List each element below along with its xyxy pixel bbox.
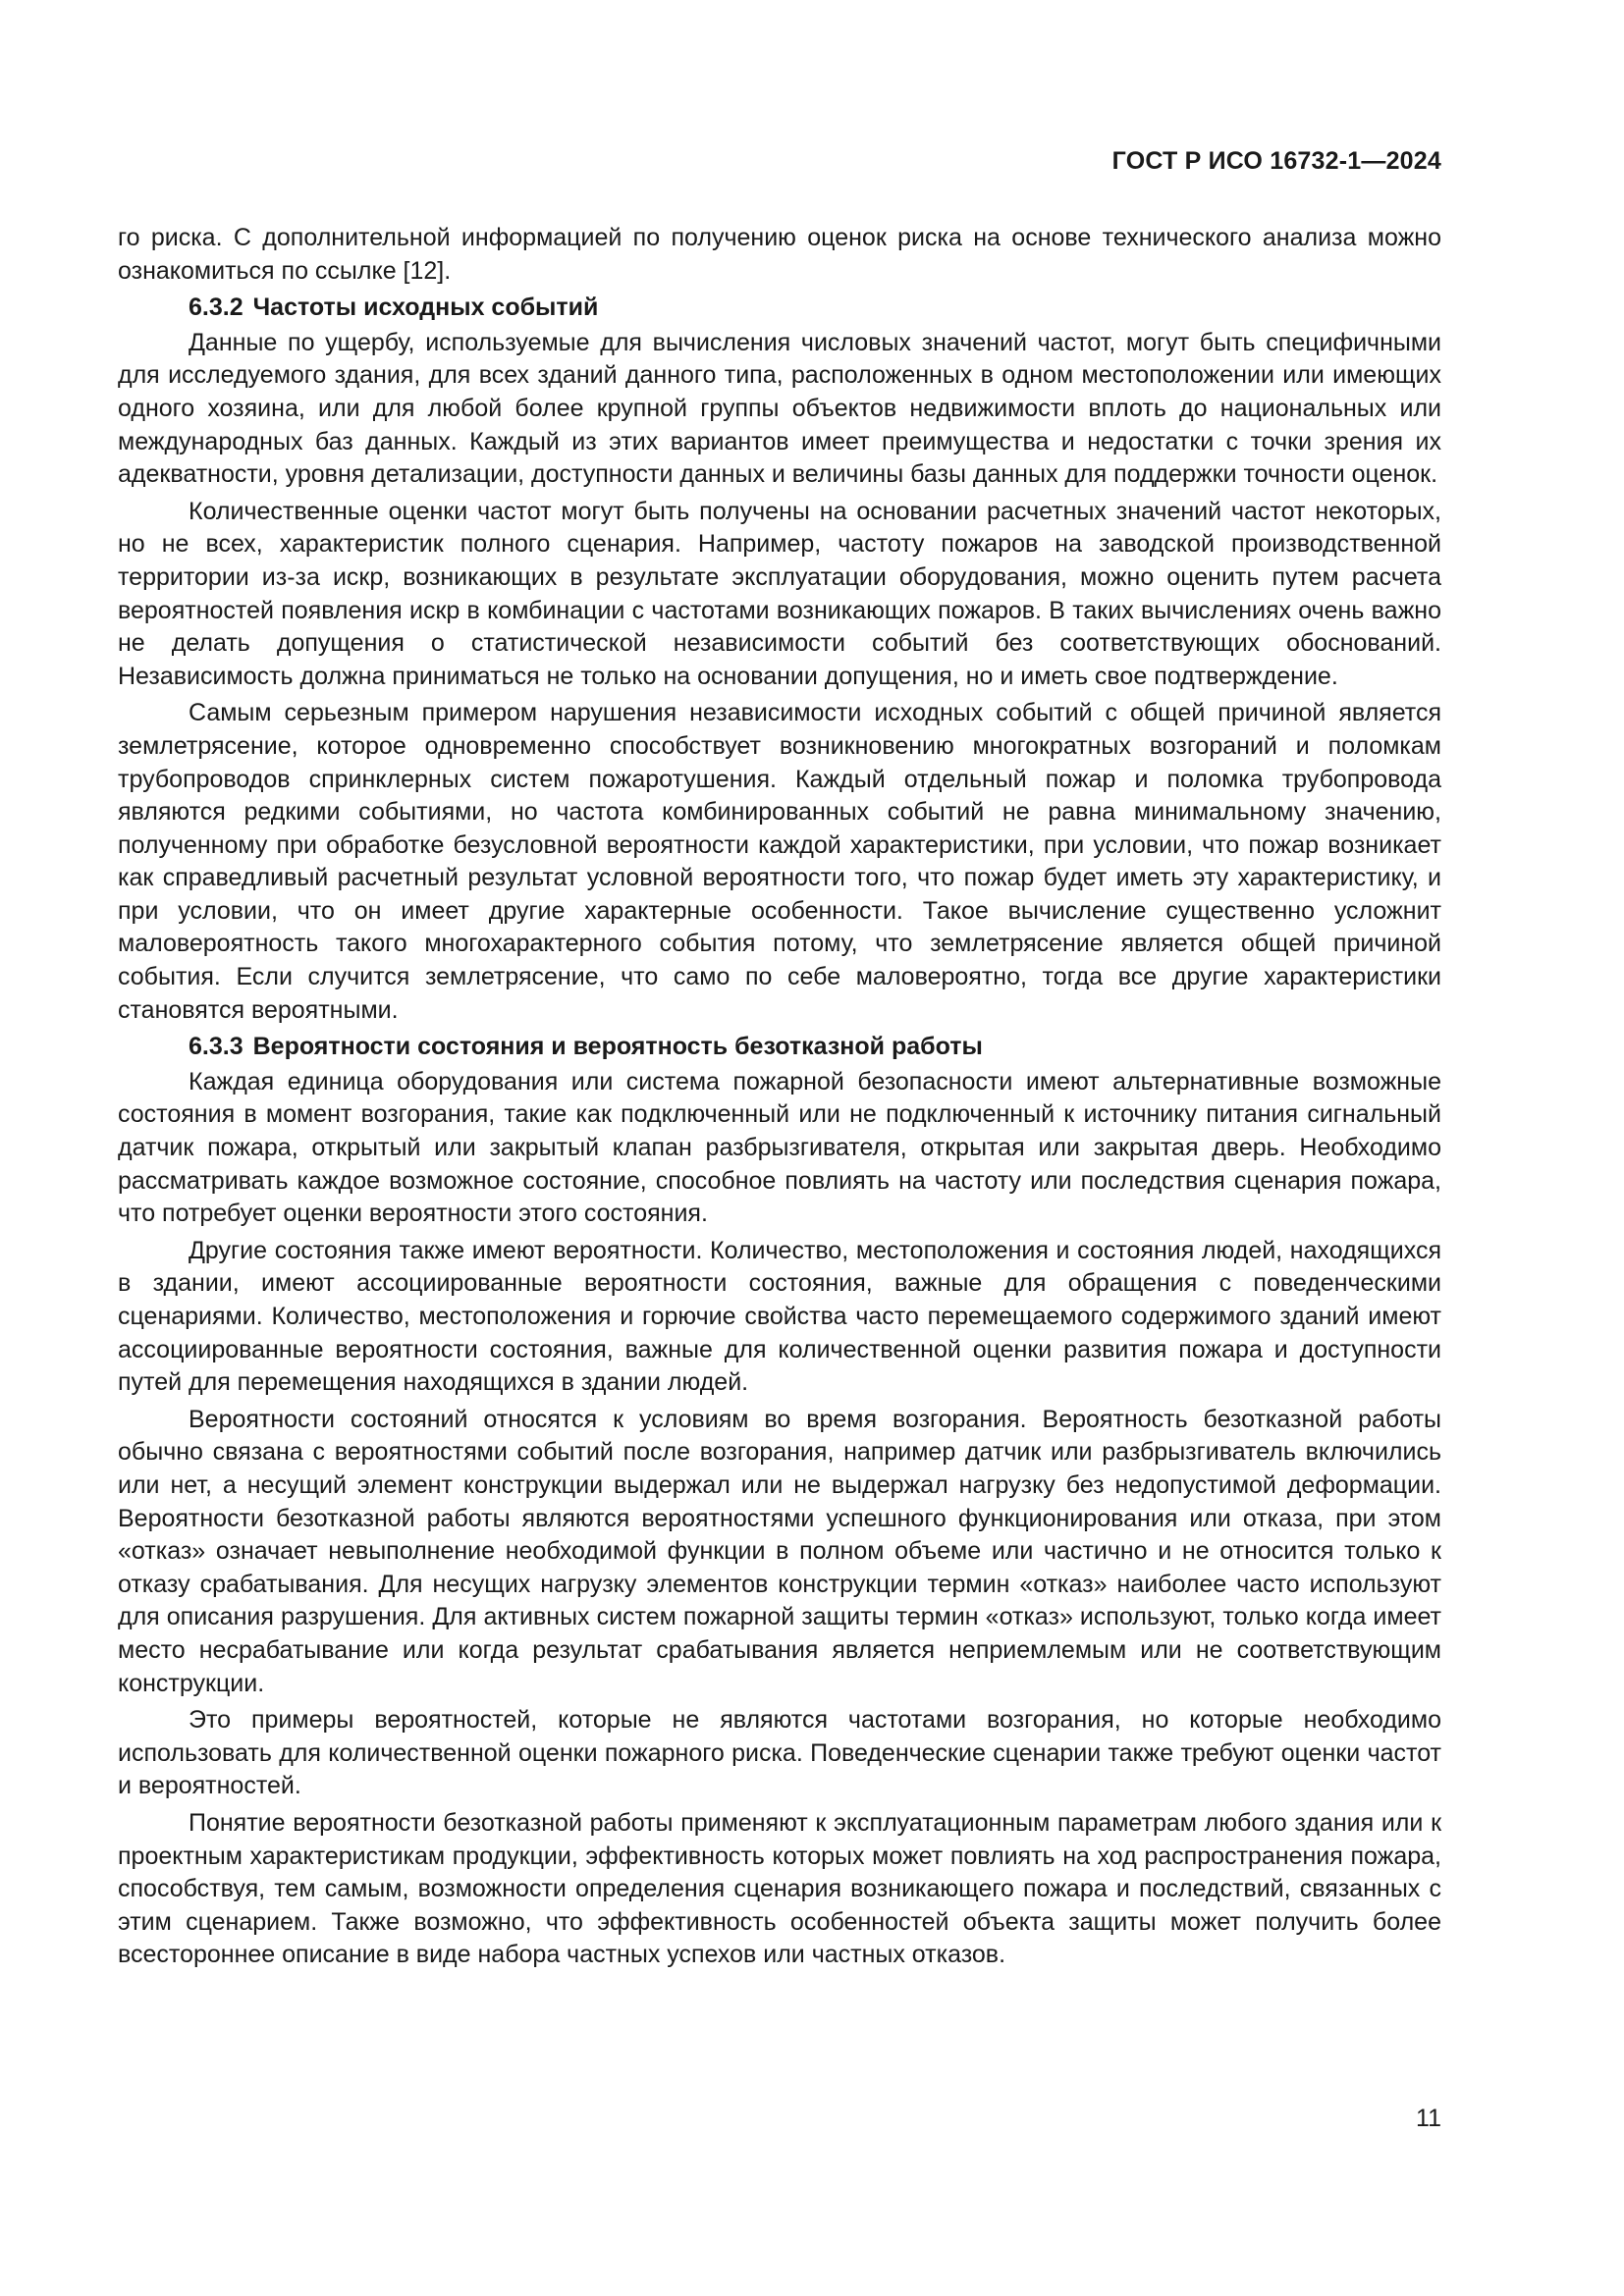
- section-number: 6.3.2: [189, 294, 244, 322]
- body-paragraph: Это примеры вероятностей, которые не являются частотами возгорания, но которые необходимо использовать для количественной оценки пожарного риска. Поведенческие сценарии также требуют оценки частот и вероятностей.: [118, 1706, 1441, 1800]
- body-paragraph: Вероятности состояний относятся к условиям во время возгорания. Вероятность безотказной работы обычно связана с вероятностями событий после возгорания, например датчик или разбрызгиватель включились или нет, а несущий элемент конструкции выдержал или не выдержал нагрузку без недопустимой деформации. Вероятности безотказной работы являются вероятностями успешного функционирования или отказа, при этом «отказ» означает невыполнение необходимой функции в полном объеме или частично и не относится только к отказу срабатывания. Для несущих нагрузку элементов конструкции термин «отказ» наиболее часто используют для описания разрушения. Для активных систем пожарной защиты термин «отказ» используют, только когда имеет место несрабатывание или когда результат срабатывания является неприемлемым или не соответствующим конструкции.: [118, 1405, 1441, 1697]
- intro-paragraph: го риска. С дополнительной информацией по получению оценок риска на основе технического анализа можно ознакомиться по ссылке [12].: [118, 224, 1441, 285]
- document-standard-code: ГОСТ Р ИСО 16732-1—2024: [1111, 147, 1441, 175]
- page-number: 11: [1416, 2105, 1441, 2132]
- body-paragraph: Количественные оценки частот могут быть получены на основании расчетных значений частот некоторых, но не всех, характеристик полного сценария. Например, частоту пожаров на заводской производственной территории из-за искр, возникающих в результате эксплуатации оборудования, можно оценить путем расчета вероятностей появления искр в комбинации с частотами возникающих пожаров. В таких вычислениях очень важно не делать допущения о статистической независимости событий без соответствующих обоснований. Независимость должна приниматься не только на основании допущения, но и иметь свое подтверждение.: [118, 497, 1441, 690]
- body-paragraph: Самым серьезным примером нарушения независимости исходных событий с общей причиной является землетрясение, которое одновременно способствует возникновению многократных возгораний и поломкам трубопроводов спринклерных систем пожаротушения. Каждый отдельный пожар и поломка трубопровода являются редкими событиями, но частота комбинированных событий не равна минимальному значению, полученному при обработке безусловной вероятности каждой характеристики, при условии, что пожар возникает как справедливый расчетный результат условной вероятности того, что пожар будет иметь эту характеристику, и при условии, что он имеет другие характерные особенности. Такое вычисление существенно усложнит маловероятность такого многохарактерного события потому, что землетрясение является общей причиной события. Если случится землетрясение, что само по себе маловероятно, тогда все другие характеристики становятся вероятными.: [118, 699, 1441, 1024]
- section-title: Вероятности состояния и вероятность безотказной работы: [252, 1033, 983, 1061]
- section-title: Частоты исходных событий: [252, 294, 599, 322]
- section-heading-6-3-3: [118, 1031, 1441, 1064]
- section-heading-6-3-2: [118, 292, 1441, 325]
- body-paragraph: Понятие вероятности безотказной работы применяют к эксплуатационным параметрам любого здания или к проектным характеристикам продукции, эффективность которых может повлиять на ход распространения пожара, способствуя, тем самым, возможности определения сценария возникающего пожара и последствий, связанных с этим сценарием. Также возможно, что эффективность особенностей объекта защиты может получить более всестороннее описание в виде набора частных успехов или частных отказов.: [118, 1808, 1441, 1969]
- body-paragraph: Данные по ущербу, используемые для вычисления числовых значений частот, могут быть специфичными для исследуемого здания, для всех зданий данного типа, расположенных в одном местоположении или имеющих одного хозяина, или для любой более крупной группы объектов недвижимости вплоть до национальных или международных баз данных. Каждый из этих вариантов имеет преимущества и недостатки с точки зрения их адекватности, уровня детализации, доступности данных и величины базы данных для поддержки точности оценок.: [118, 328, 1441, 489]
- body-paragraph: Другие состояния также имеют вероятности. Количество, местоположения и состояния людей, находящихся в здании, имеют ассоциированные вероятности состояния, важные для обращения с поведенческими сценариями. Количество, местоположения и горючие свойства часто перемещаемого содержимого зданий имеют ассоциированные вероятности состояния, важные для количественной оценки развития пожара и доступности путей для перемещения находящихся в здании людей.: [118, 1236, 1441, 1397]
- document-body: [118, 222, 1441, 1976]
- section-number: 6.3.3: [189, 1033, 244, 1061]
- body-paragraph: Каждая единица оборудования или система пожарной безопасности имеют альтернативные возможные состояния в момент возгорания, такие как подключенный или не подключенный к источнику питания сигнальный датчик пожара, открытый или закрытый клапан разбрызгивателя, открытая или закрытая дверь. Необходимо рассматривать каждое возможное состояние, способное повлиять на частоту или последствия сценария пожара, что потребует оценки вероятности этого состояния.: [118, 1067, 1441, 1228]
